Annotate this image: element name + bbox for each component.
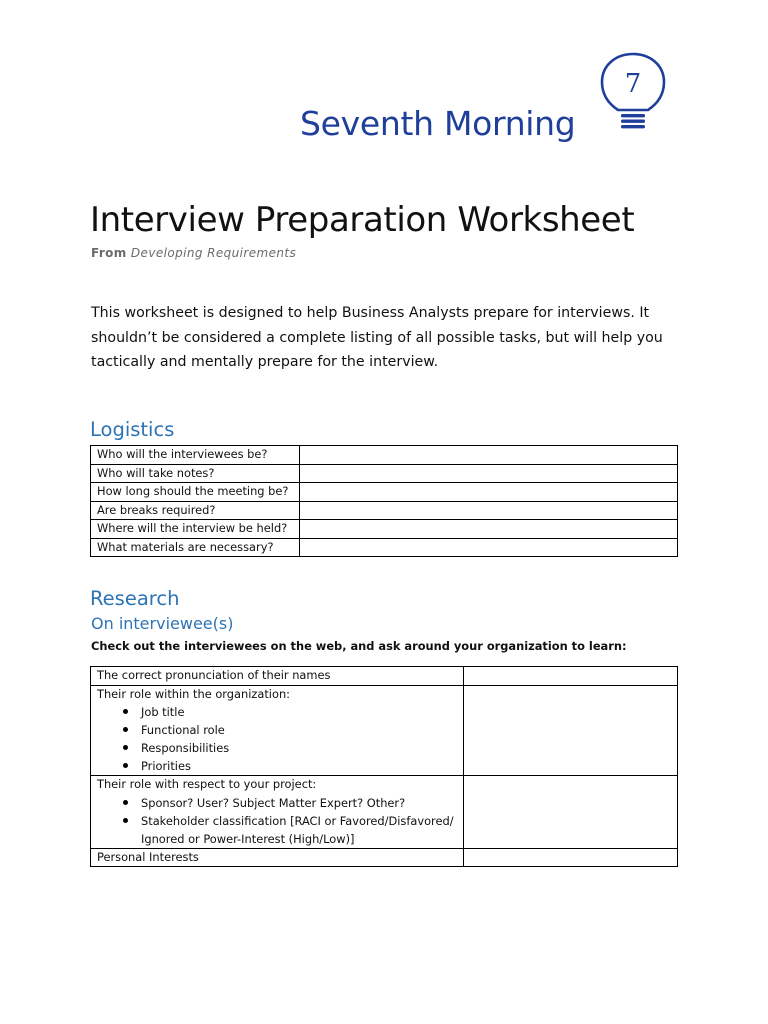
research-bullet: Responsibilities — [141, 739, 463, 757]
research-answer-cell[interactable] — [464, 776, 678, 849]
research-row — [91, 776, 678, 849]
research-row — [91, 667, 678, 686]
research-item — [91, 848, 464, 867]
logistics-answer-cell[interactable] — [300, 501, 678, 520]
research-item-label: Personal Interests — [97, 849, 199, 864]
logistics-question: Who will the interviewees be? — [91, 446, 300, 465]
logistics-row — [91, 520, 678, 539]
research-bullet: Sponsor? User? Subject Matter Expert? Other? — [141, 794, 463, 812]
research-bullet: Priorities — [141, 757, 463, 775]
source-line — [91, 246, 296, 260]
logistics-answer-cell[interactable] — [300, 538, 678, 557]
research-bullet: Functional role — [141, 721, 463, 739]
research-bullet: Stakeholder classification [RACI or Favored/Disfavored/ Ignored or Power-Interest (High/Low)] — [141, 812, 463, 848]
logistics-row — [91, 538, 678, 557]
logistics-question: Where will the interview be held? — [91, 520, 300, 539]
research-subheading: On interviewee(s) — [91, 614, 234, 633]
logistics-question: What materials are necessary? — [91, 538, 300, 557]
research-heading: Research — [90, 587, 180, 610]
research-answer-cell[interactable] — [464, 848, 678, 867]
logistics-answer-cell[interactable] — [300, 464, 678, 483]
research-item — [91, 667, 464, 686]
logistics-answer-cell[interactable] — [300, 520, 678, 539]
logo-digit: 7 — [624, 69, 642, 99]
research-item-label: Their role within the organization: — [97, 686, 290, 701]
research-row — [91, 848, 678, 867]
book-title: Developing Requirements — [130, 246, 297, 260]
research-instruction: Check out the interviewees on the web, and ask around your organization to learn: — [91, 639, 627, 653]
research-item-label: Their role with respect to your project: — [97, 777, 317, 791]
logistics-row — [91, 446, 678, 465]
research-bullet-list — [97, 703, 463, 775]
logistics-heading: Logistics — [90, 418, 175, 441]
logistics-answer-cell[interactable] — [300, 483, 678, 502]
logistics-row — [91, 464, 678, 483]
research-bullet: Job title — [141, 703, 463, 721]
logistics-question: How long should the meeting be? — [91, 483, 300, 502]
intro-paragraph: This worksheet is designed to help Business Analysts prepare for interviews. It shouldn’t be considered a complete listing of all possible tasks, but will help you tactically and mentally prepare for the interview. — [91, 305, 663, 370]
logistics-row — [91, 501, 678, 520]
research-item-label: The correct pronunciation of their names — [97, 668, 331, 682]
from-label: From — [91, 246, 127, 260]
research-bullet-list — [97, 794, 463, 848]
research-item — [91, 776, 464, 849]
document-title: Interview Preparation Worksheet — [90, 200, 635, 240]
logistics-question: Are breaks required? — [91, 501, 300, 520]
research-answer-cell[interactable] — [464, 667, 678, 686]
research-row — [91, 685, 678, 776]
research-item — [91, 685, 464, 776]
research-table — [90, 666, 678, 867]
logistics-row — [91, 483, 678, 502]
logistics-answer-cell[interactable] — [300, 446, 678, 465]
lightbulb-logo-icon — [598, 52, 674, 138]
brand-name: Seventh Morning — [300, 104, 576, 143]
logistics-table — [90, 445, 678, 557]
logistics-question: Who will take notes? — [91, 464, 300, 483]
research-answer-cell[interactable] — [464, 685, 678, 776]
